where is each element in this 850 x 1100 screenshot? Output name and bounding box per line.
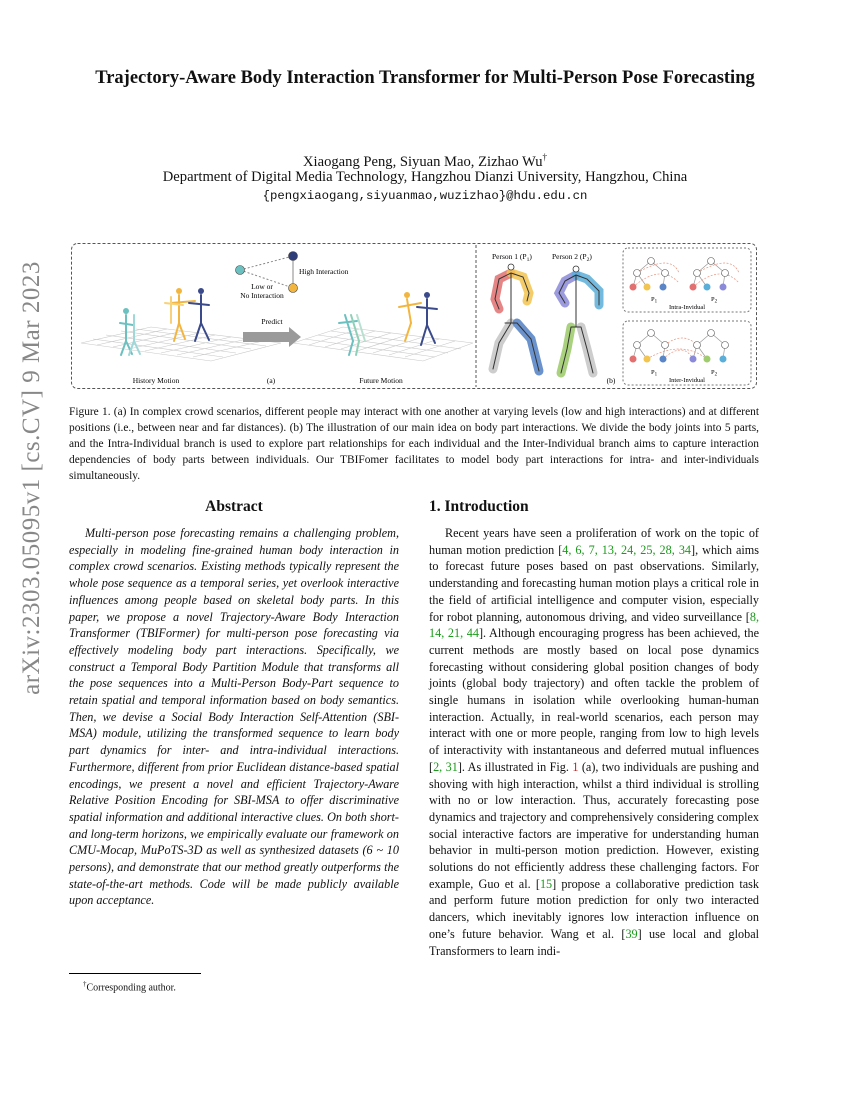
citation[interactable]: 4, 6, 7, 13, 24, 25, 28, 34 xyxy=(562,542,692,557)
legend-node-teal xyxy=(236,266,245,275)
abstract-title: Abstract xyxy=(205,498,263,515)
skeleton-person1 xyxy=(493,264,539,371)
citation[interactable]: 8, 14, 21, 44 xyxy=(429,609,759,641)
footnote xyxy=(83,977,176,995)
left-column xyxy=(69,497,399,909)
arxiv-id: arXiv:2303.05095v1 [cs.CV] 9 Mar 2023 xyxy=(18,260,45,695)
label-p1-inter: $P_1$ xyxy=(651,369,658,378)
affiliation: Department of Digital Media Technology, Hangzhou Dianzi University, Hangzhou, China xyxy=(162,169,688,185)
label-p2-intra: $P_2$ xyxy=(711,296,718,305)
figure-1 xyxy=(71,243,757,389)
footnote-rule xyxy=(69,973,201,974)
label-future-motion: Future Motion xyxy=(359,376,403,385)
future-grid xyxy=(293,327,473,361)
label-history-motion: History Motion xyxy=(132,376,180,385)
intro-title: 1. Introduction xyxy=(429,498,529,515)
label-predict: Predict xyxy=(261,317,283,326)
citation[interactable]: 39 xyxy=(625,926,638,941)
label-inter: Inter-Invidual xyxy=(669,377,705,384)
figure-caption: Figure 1. (a) In complex crowd scenarios, different people may interact with one another at varying levels (low and high interactions) and at different positions (i.e., between near and far distances). (b) The illustration of our main idea on body part interactions. We divide the body joints into 5 parts, and the Intra-Individual branch is used to explore part relationships for each individual and the Inter-Individual branch aims to capture interaction dependencies of body parts between individuals. Our TBIFomer facilitates to model body part interactions for intra- and inter-individuals simultaneously. xyxy=(69,406,759,482)
label-person2: Person 2 $(P_2)$ xyxy=(552,252,592,263)
right-column xyxy=(429,497,759,959)
figure-reference[interactable]: 1 xyxy=(572,759,579,774)
label-person1: Person 1 $(P_1)$ xyxy=(492,252,532,263)
footnote-text: Corresponding author. xyxy=(86,982,176,994)
intra-individual-box xyxy=(623,248,751,312)
predict-arrow xyxy=(243,317,301,347)
author-names: Xiaogang Peng, Siyuan Mao, Zizhao Wu xyxy=(303,153,543,170)
email: {pengxiaogang,siyuanmao,wuzizhao}@hdu.edu.cn xyxy=(262,189,588,203)
citation[interactable]: 15 xyxy=(539,876,553,891)
legend-node-yellow xyxy=(289,284,298,293)
label-intra: Intra-Invidual xyxy=(668,304,706,311)
interaction-legend xyxy=(236,252,349,301)
label-b: (b) xyxy=(606,376,616,385)
label-a: (a) xyxy=(266,376,276,385)
footnote-dagger: † xyxy=(83,980,87,988)
legend-node-navy xyxy=(289,252,298,261)
inter-individual-box xyxy=(623,321,751,385)
citation[interactable]: 2, 31 xyxy=(433,759,458,774)
paper-title: Trajectory-Aware Body Interaction Transformer for Multi-Person Pose Forecasting xyxy=(95,68,755,88)
intro-text: Recent years have seen a proliferation of work on the topic of human motion prediction [4, 6, 7, 13, 24, 25, 28, 34], which aims to forecast future poses based on past observations. Similarly, understanding and forecasting human motion plays a critical role in the field of artificial intelligence and computer vision, especially for robot planning, autonomous driving, and video surveillance [8, 14, 21, 44]. Although encouraging progress has been achieved, the current methods are mostly based on local pose dynamics forecasting without considering global position changes of body joints (global body trajectory) and often tackle the problem of single humans in isolation while overlooking human-human interaction. Actually, in real-world scenarios, each person may interact with one or more people, ranging from low to high levels of interactivity with instantaneous and deferred mutual influences [2, 31]. As illustrated in Fig. 1 (a), two individuals are pushing and shoving with high interaction, whilst a third individual is strolling with no or low interaction. Thus, accurately forecasting pose dynamics and trajectory and comprehensively considering complex social interactive factors are imperative for understanding human behavior in multi-person motion prediction. However, existing solutions do not efficiently address these challenging factors. For example, Guo et al. [15] propose a collaborative prediction task and perform future motion prediction for only two interacted dancers, which inevitably ignores low interaction influence on one’s future behavior. Wang et al. [39] use local and global Transformers to learn indi- xyxy=(429,526,760,958)
label-low-interaction-2: No Interaction xyxy=(240,291,284,300)
abstract-text: Multi-person pose forecasting remains a challenging problem, especially in modeling fine-grained human body interaction in complex crowd scenarios. Existing methods typically represent the whole pose sequence as a temporal series, yet overlook interactive influences among people based on skeletal body parts. In this paper, we propose a novel Trajectory-Aware Body Interaction Transformer (TBIFormer) for multi-person pose forecasting via effectively modeling body part interactions. Specifically, we construct a Temporal Body Partition Module that transforms all the pose sequences into a Multi-Person Body-Part sequence to retain spatial and temporal information based on body semantics. Then, we devise a Social Body Interaction Self-Attention (SBI-MSA) module, utilizing the transformed sequence to learn body part dynamics for inter- and intra-individual interactions. Furthermore, different from prior Euclidean distance-based spatial encodings, we present a novel and efficient Trajectory-Aware Relative Position Encoding for SBI-MSA to offer discriminative spatial information and additional interactive clues. On both short- and long-term horizons, we empirically evaluate our framework on CMU-Mocap, MuPoTS-3D as well as synthesized datasets (6 ~ 10 persons), and demonstrate that our method greatly outperforms the state-of-the-art methods. Code will be made publicly available upon acceptance. xyxy=(69,526,399,908)
skeleton-person2 xyxy=(559,266,599,373)
label-p1-intra: $P_1$ xyxy=(651,296,658,305)
label-high-interaction: High Interaction xyxy=(299,267,349,276)
arxiv-sidebar xyxy=(6,260,58,695)
author-dagger: † xyxy=(542,152,547,162)
label-p2-inter: $P_2$ xyxy=(711,369,718,378)
figure-1-graphic xyxy=(71,243,757,389)
label-low-interaction-1: Low or xyxy=(251,282,273,291)
